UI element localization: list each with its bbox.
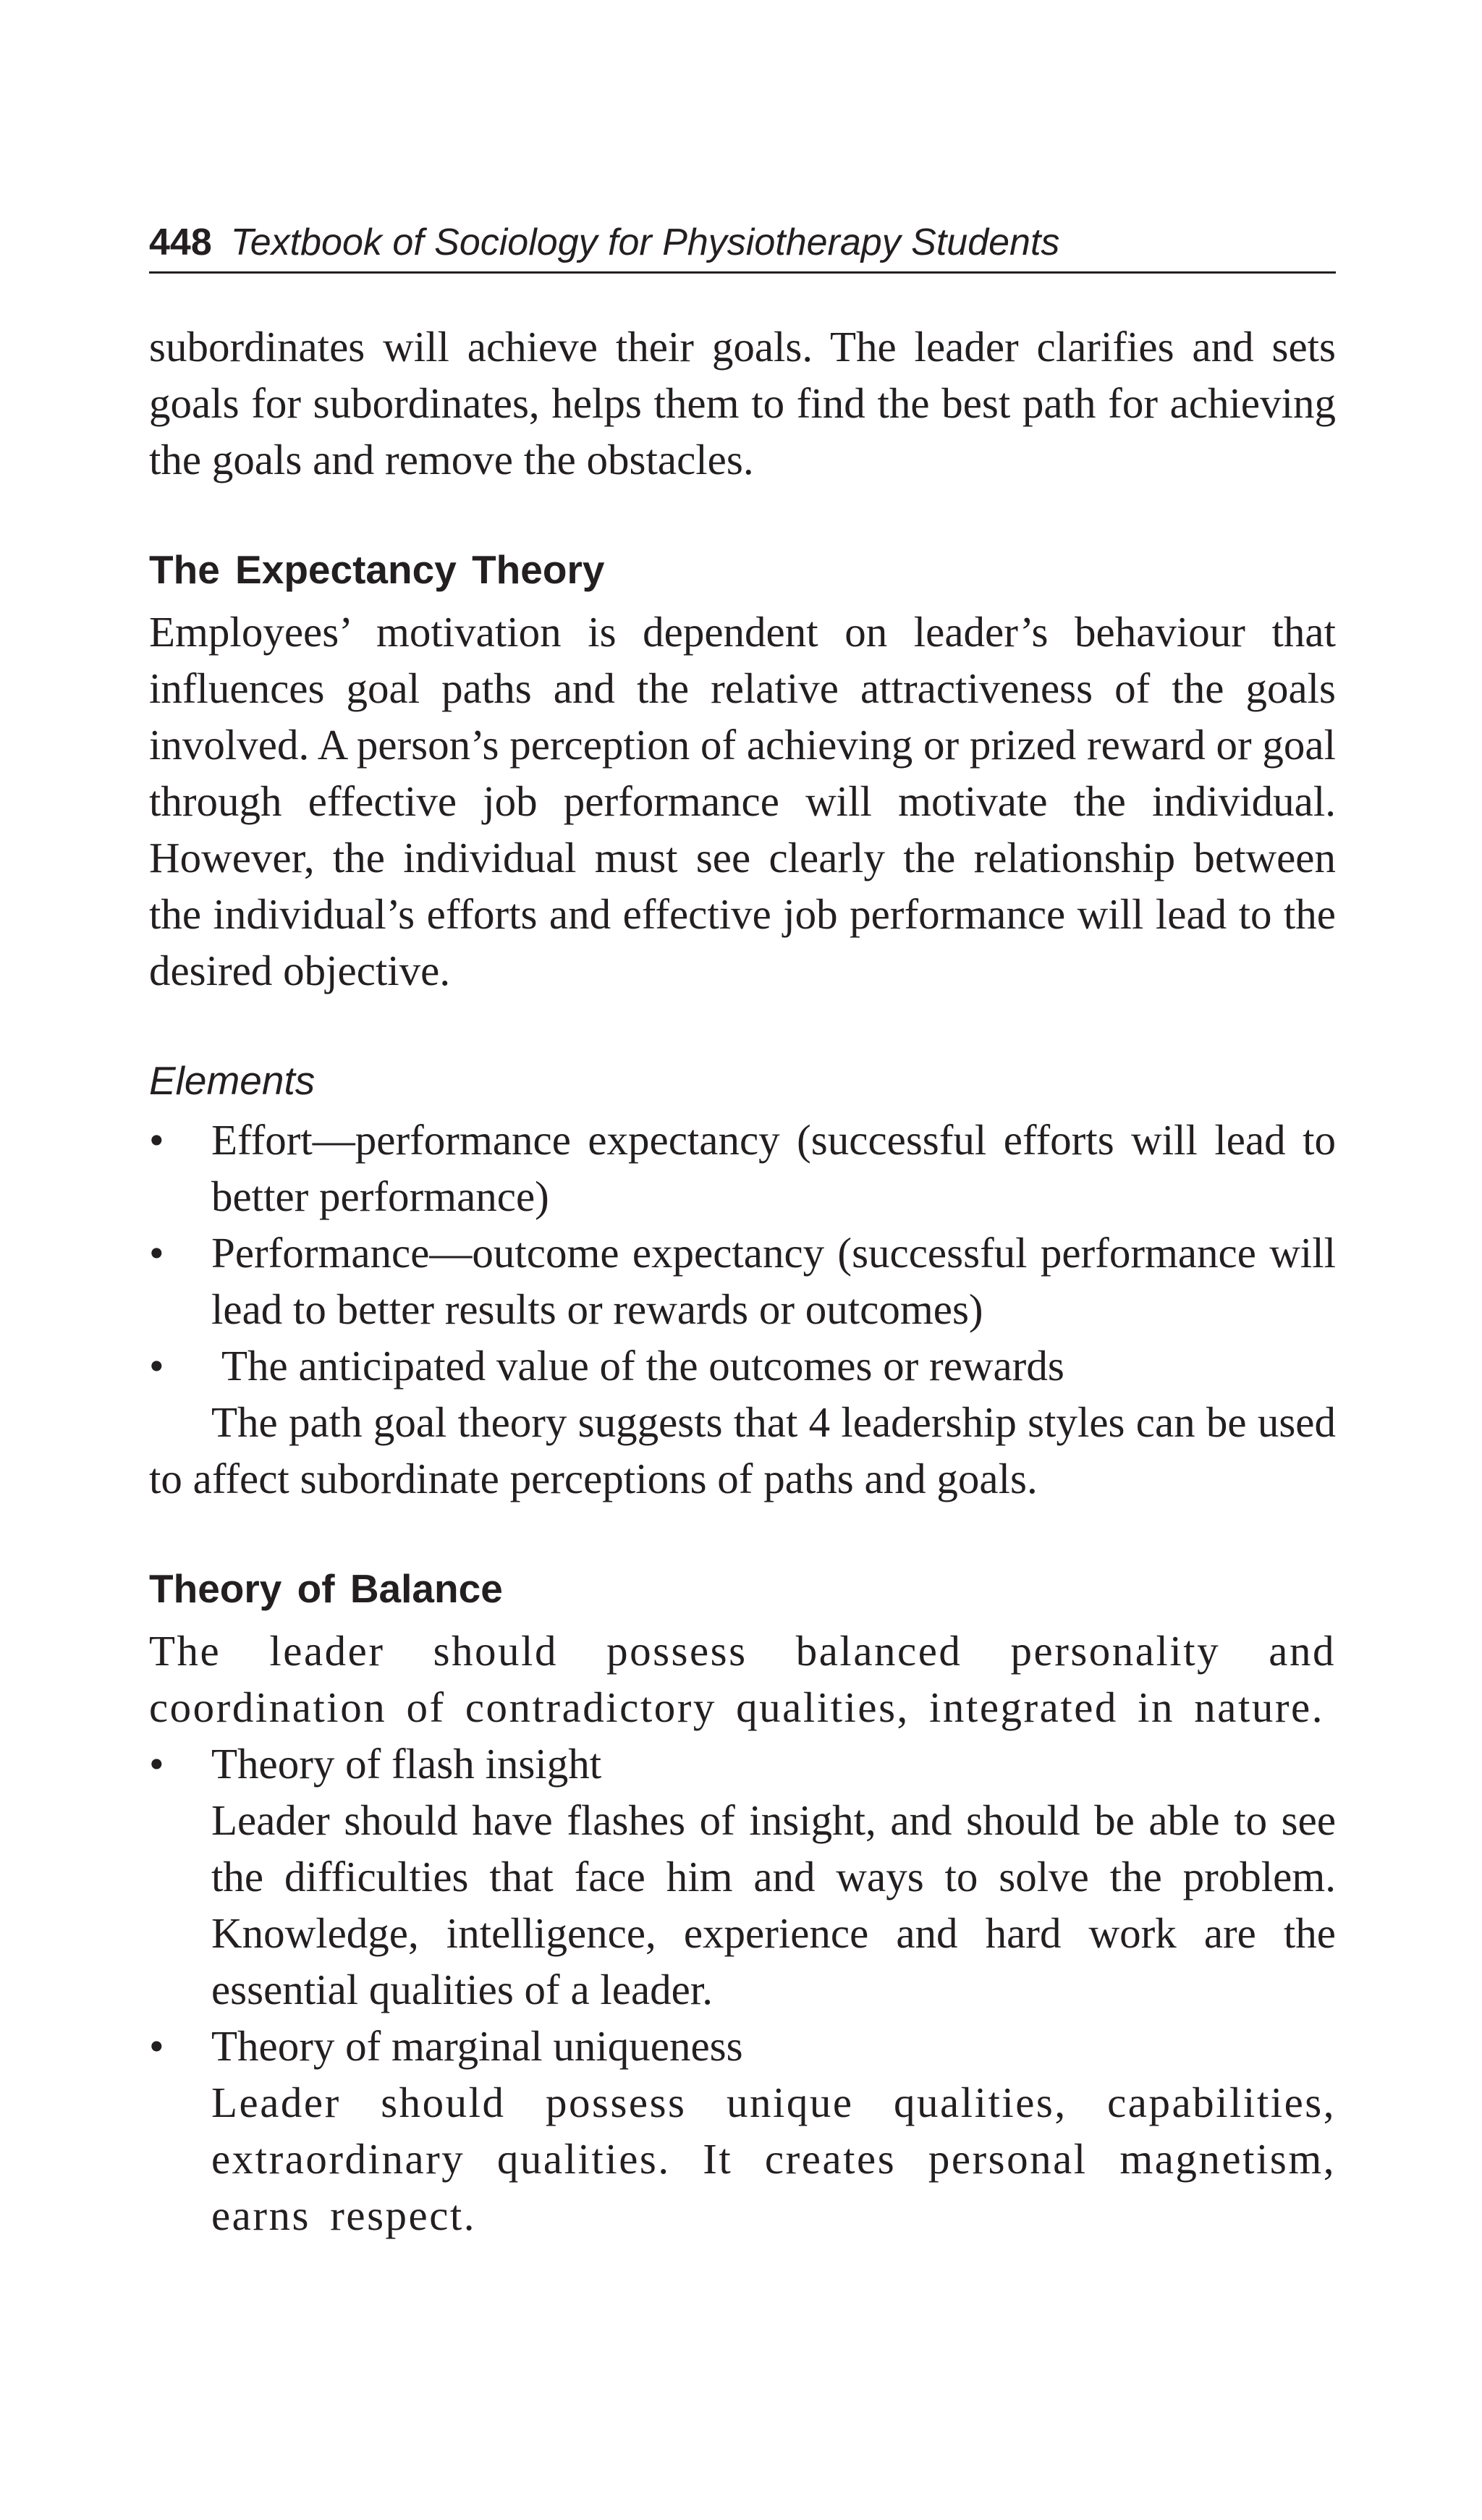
bullet-glyph: •: [149, 1740, 164, 1788]
list-item-title: Theory of marginal uniqueness: [211, 2022, 743, 2070]
running-head: [149, 213, 1336, 274]
book-title: Textbook of Sociology for Physiotherapy Students: [230, 221, 1060, 263]
list-item-text: The anticipated value of the outcomes or rewards: [221, 1342, 1064, 1390]
bullet-glyph: •: [149, 1342, 164, 1390]
theory-of-balance-paragraph: The leader should possess balanced personality and coordination of contradictory qualities, integrated in nature.: [149, 1627, 1336, 1731]
bullet-glyph: •: [149, 1229, 164, 1277]
expectancy-theory-heading: The Expectancy Theory: [149, 547, 605, 592]
list-item-text: Effort—performance expectancy (successful efforts will lead to better performance): [211, 1116, 1336, 1220]
bullet-glyph: •: [149, 1116, 164, 1164]
list-item-body: Leader should possess unique qualities, capabilities, extraordinary qualities. It creates personal magnetism, earns respect.: [211, 2079, 1336, 2239]
list-item-text: Performance—outcome expectancy (successful performance will lead to better results or rewards or outcomes): [211, 1229, 1336, 1333]
intro-paragraph: subordinates will achieve their goals. The leader clarifies and sets goals for subordinates, helps them to find the best path for achieving the goals and remove the obstacles.: [149, 323, 1336, 483]
path-goal-paragraph: The path goal theory suggests that 4 leadership styles can be used to affect subordinate perceptions of paths and goals.: [149, 1398, 1336, 1502]
elements-list: [149, 1112, 1336, 1394]
page-body: [149, 318, 1336, 2244]
list-item: [149, 1112, 1336, 1225]
bullet-glyph: •: [149, 2022, 164, 2070]
list-item: [149, 1735, 1336, 2018]
expectancy-theory-paragraph: Employees’ motivation is dependent on leader’s behaviour that influences goal paths and the relative attractiveness of the goals involved. A person’s perception of achieving or prized reward or goal through effective job performance will motivate the individual. However, the individual must see clearly the relationship between the individual’s efforts and effective job performance will lead to the desired objective.: [149, 608, 1337, 994]
list-item: [149, 1337, 1336, 1394]
list-item: [149, 2018, 1336, 2244]
list-item: [149, 1225, 1336, 1337]
page-number: 448: [149, 221, 212, 263]
list-item-body: Leader should have flashes of insight, and should be able to see the difficulties that face him and ways to solve the problem. Knowledge, intelligence, experience and hard work are the essential qualities of a leader.: [211, 1796, 1336, 2013]
elements-heading: Elements: [149, 1058, 316, 1103]
theory-of-balance-heading: Theory of Balance: [149, 1566, 503, 1611]
balance-list: [149, 1735, 1336, 2244]
list-item-title: Theory of flash insight: [211, 1740, 602, 1788]
